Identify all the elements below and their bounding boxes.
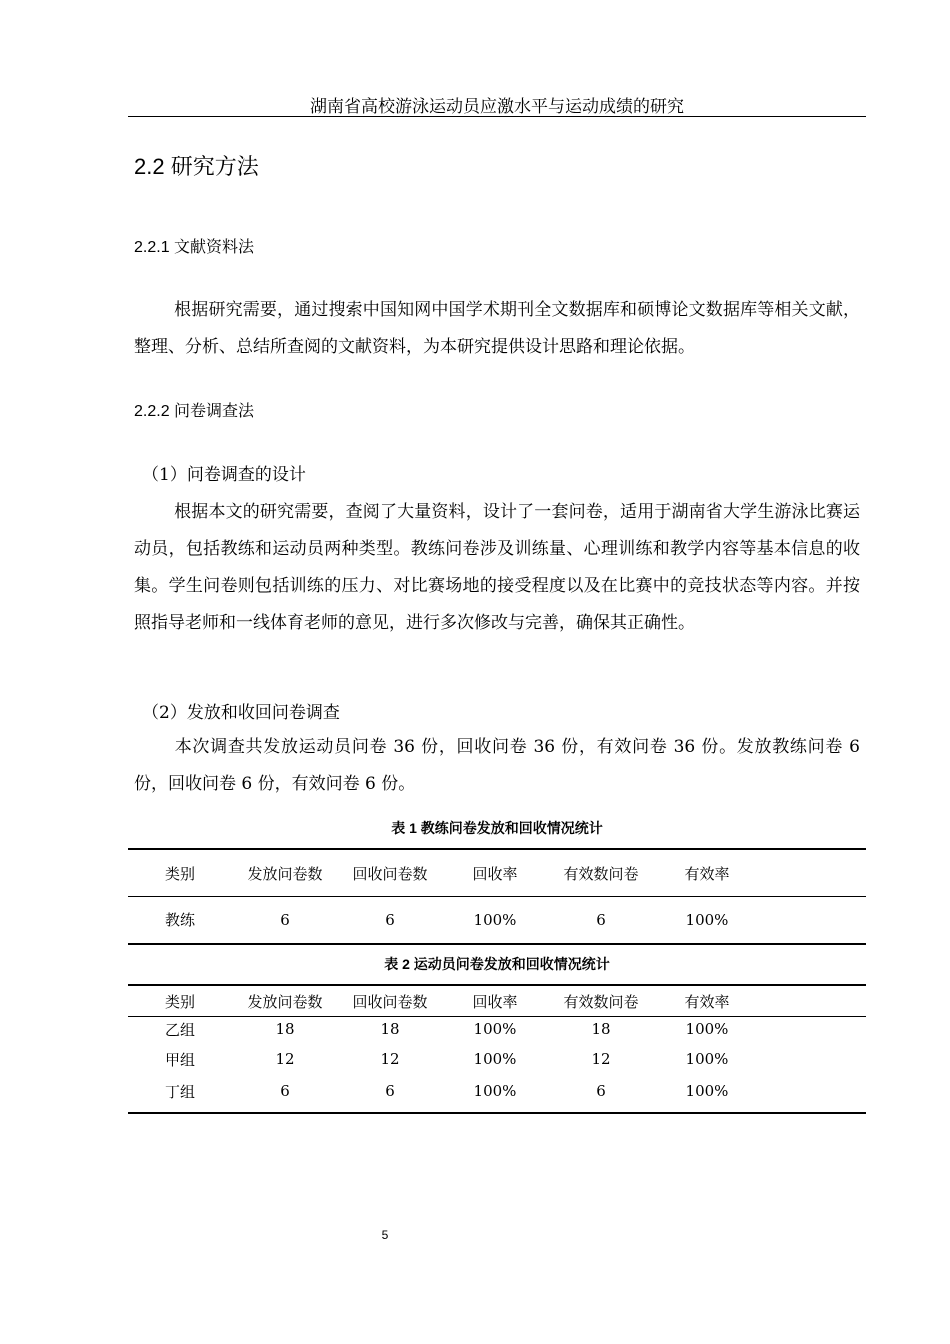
paragraph-literature-text: 根据研究需要，通过搜索中国知网中国学术期刊全文数据库和硕博论文数据库等相关文献，整理、分析、总结所查阅的文献资料，为本研究提供设计思路和理论依据。 [134, 300, 860, 357]
table1-cell: 6 [596, 910, 606, 929]
table-row [128, 897, 866, 942]
table1-cell: 100% [685, 910, 729, 929]
table2-cell [760, 1014, 866, 1044]
table1-cell: 100% [473, 910, 517, 929]
table-row [128, 1014, 866, 1044]
header-rule [128, 116, 866, 117]
table2-cell: 18 [275, 1020, 295, 1038]
table2-cell: 6 [280, 1082, 290, 1100]
paragraph-literature [134, 292, 860, 366]
table2-cell: 12 [275, 1050, 295, 1068]
table2-header-cell: 回收问卷数 [352, 992, 428, 1011]
table2 [128, 987, 866, 1015]
page-number: 5 [381, 1228, 389, 1242]
table2-cell: 18 [591, 1020, 611, 1038]
table2-header-cell: 有效数问卷 [563, 992, 639, 1011]
table1-cell: 6 [280, 910, 290, 929]
table2-cell: 甲组 [164, 1050, 195, 1069]
table2-header-row [128, 987, 866, 1015]
table1-header-cell: 有效率 [684, 864, 730, 883]
section-heading: 2.2 研究方法 [134, 154, 259, 179]
table1-bottom-rule [128, 943, 866, 945]
table2-header-cell: 类别 [164, 992, 195, 1011]
table2-header-cell: 发放问卷数 [247, 992, 323, 1011]
table2-caption: 表 2 运动员问卷发放和回收情况统计 [384, 956, 610, 972]
table1-header-cell: 回收率 [472, 864, 518, 883]
table2-cell: 18 [380, 1020, 400, 1038]
table1-header-cell: 有效数问卷 [563, 864, 639, 883]
table2-top-rule [128, 984, 866, 986]
table1-cell [760, 897, 866, 942]
table-row [128, 1044, 866, 1074]
table1-header-cell [760, 851, 866, 895]
table1-cell: 6 [385, 910, 395, 929]
table2-cell: 乙组 [164, 1020, 195, 1039]
table2-cell: 12 [591, 1050, 611, 1068]
paragraph-distribution-text: 本次调查共发放运动员问卷 36 份，回收问卷 36 份，有效问卷 36 份。发放教练问卷 6 份，回收问卷 6 份，有效问卷 6 份。 [134, 737, 860, 794]
running-header: 湖南省高校游泳运动员应激水平与运动成绩的研究 [310, 97, 684, 117]
table2-cell [760, 1044, 866, 1074]
list-item-distribution: （2）发放和收回问卷调查 [142, 703, 340, 723]
paragraph-distribution [134, 729, 860, 803]
table2-cell: 100% [473, 1020, 517, 1038]
table2-cell: 12 [380, 1050, 400, 1068]
table2-body [128, 1014, 866, 1108]
paragraph-design [134, 494, 860, 642]
table1-header-cell: 发放问卷数 [247, 864, 323, 883]
table1-cell: 教练 [164, 911, 195, 929]
table2-cell: 100% [473, 1082, 517, 1100]
table2-cell [760, 1074, 866, 1108]
table2-header-cell: 有效率 [684, 992, 730, 1011]
table2-bottom-rule [128, 1112, 866, 1114]
table2-cell: 100% [685, 1050, 729, 1068]
table1-header-cell: 回收问卷数 [352, 864, 428, 883]
table1-header-cell: 类别 [164, 864, 195, 883]
table2-cell: 100% [685, 1020, 729, 1038]
table1-header-row [128, 851, 866, 895]
table2-cell: 6 [385, 1082, 395, 1100]
subsection-heading-questionnaire: 2.2.2 问卷调查法 [134, 403, 255, 420]
table1 [128, 851, 866, 895]
table2-header-cell: 回收率 [472, 992, 518, 1011]
table-row [128, 1074, 866, 1108]
table2-cell: 100% [473, 1050, 517, 1068]
table1-body [128, 897, 866, 942]
table1-caption: 表 1 教练问卷发放和回收情况统计 [391, 820, 603, 836]
table1-top-rule [128, 848, 866, 850]
table2-header-cell [760, 987, 866, 1015]
subsection-heading-literature: 2.2.1 文献资料法 [134, 239, 255, 256]
paragraph-design-text: 根据本文的研究需要，查阅了大量资料，设计了一套问卷，适用于湖南省大学生游泳比赛运动员，包括教练和运动员两种类型。教练问卷涉及训练量、心理训练和教学内容等基本信息的收集。学生问卷则包括训练的压力、对比赛场地的接受程度以及在比赛中的竞技状态等内容。并按照指导老师和一线体育老师的意见，进行多次修改与完善，确保其正确性。 [134, 502, 860, 633]
table2-cell: 6 [596, 1082, 606, 1100]
list-item-design: （1）问卷调查的设计 [142, 465, 306, 485]
table2-cell: 100% [685, 1082, 729, 1100]
table2-cell: 丁组 [164, 1082, 195, 1101]
